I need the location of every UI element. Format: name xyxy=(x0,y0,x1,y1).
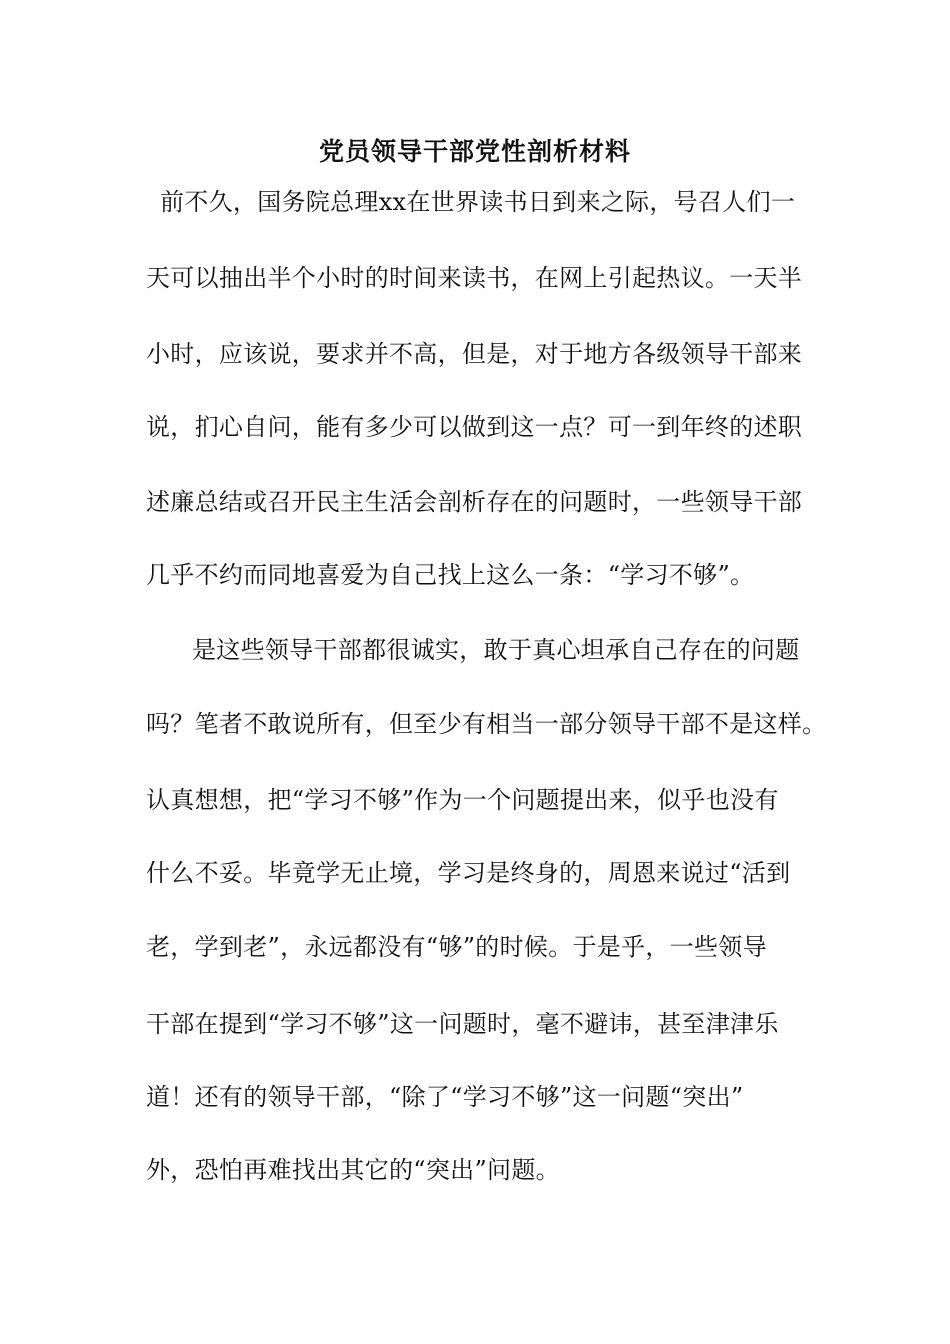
paragraph-2-line-8: 外，恐怕再难找出其它的“突出”问题。 xyxy=(146,1156,560,1184)
paragraph-1-line-6: 几乎不约而同地喜爱为自己找上这么一条：“学习不够”。 xyxy=(146,561,755,589)
paragraph-2-line-5: 老，学到老”，永远都没有“够”的时候。于是乎，一些领导 xyxy=(146,933,767,961)
paragraph-2-line-3: 认真想想，把“学习不够”作为一个问题提出来，似乎也没有 xyxy=(146,786,779,814)
paragraph-1-line-1: 前不久，国务院总理xx在世界读书日到来之际，号召人们一 xyxy=(160,188,796,216)
paragraph-2-line-6: 干部在提到“学习不够”这一问题时，毫不避讳，甚至津津乐 xyxy=(146,1010,779,1038)
paragraph-1-line-3: 小时，应该说，要求并不高，但是，对于地方各级领导干部来 xyxy=(146,340,803,368)
paragraph-2-line-4: 什么不妥。毕竟学无止境，学习是终身的，周恩来说过“活到 xyxy=(146,859,791,887)
paragraph-2-line-2: 吗？笔者不敢说所有，但至少有相当一部分领导干部不是这样。 xyxy=(146,710,827,738)
paragraph-1-line-4: 说，扪心自问，能有多少可以做到这一点？可一到年终的述职 xyxy=(146,413,803,441)
paragraph-1-line-2: 天可以抽出半个小时的时间来读书，在网上引起热议。一天半 xyxy=(146,264,803,292)
paragraph-1-line-5: 述廉总结或召开民主生活会剖析存在的问题时，一些领导干部 xyxy=(146,488,803,516)
paragraph-2-line-7: 道！还有的领导干部，“除了“学习不够”这一问题“突出” xyxy=(146,1083,744,1111)
paragraph-2-line-1: 是这些领导干部都很诚实，敢于真心坦承自己存在的问题 xyxy=(192,636,800,664)
document-title: 党员领导干部党性剖析材料 xyxy=(318,137,631,166)
